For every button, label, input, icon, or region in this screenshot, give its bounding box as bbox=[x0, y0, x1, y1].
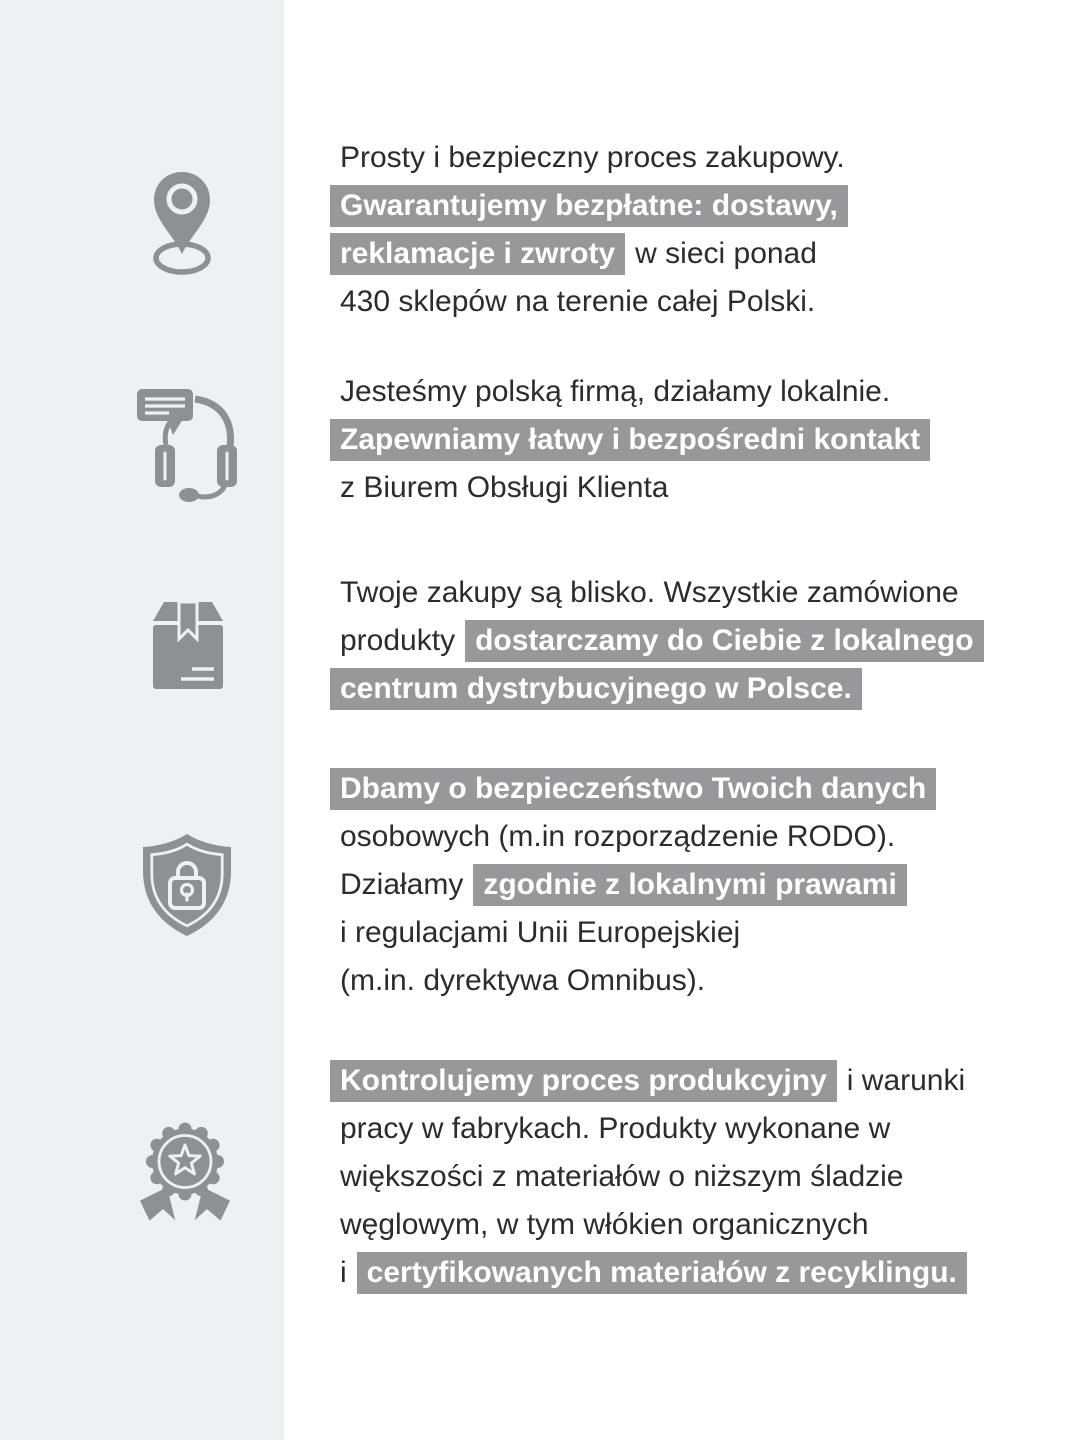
text-line bbox=[330, 416, 930, 464]
highlighted-text: centrum dystrybucyjnego w Polsce. bbox=[330, 668, 862, 710]
highlighted-text: reklamacje i zwroty bbox=[330, 233, 625, 275]
award-badge-icon bbox=[133, 1117, 241, 1235]
body-text: większości z materiałów o niższym śladzie bbox=[340, 1160, 904, 1193]
section-data-security bbox=[330, 765, 936, 1005]
package-box-icon bbox=[151, 599, 225, 691]
highlighted-text: Zapewniamy łatwy i bezpośredni kontakt bbox=[330, 419, 930, 461]
section-purchase-process bbox=[330, 134, 855, 326]
body-text: i bbox=[340, 1256, 347, 1289]
text-line bbox=[330, 1249, 975, 1297]
text-line bbox=[330, 617, 984, 665]
text-line bbox=[330, 765, 936, 813]
body-text: produkty bbox=[340, 624, 456, 657]
location-pin-icon bbox=[150, 170, 214, 276]
section-local-company-contact bbox=[330, 368, 930, 512]
body-text: Twoje zakupy są blisko. Wszystkie zamówione bbox=[340, 576, 959, 609]
text-line bbox=[330, 1201, 975, 1249]
highlighted-text: dostarczamy do Ciebie z lokalnego bbox=[465, 620, 983, 662]
text-line bbox=[330, 1153, 975, 1201]
body-text: Prosty i bezpieczny proces zakupowy. bbox=[340, 141, 845, 174]
body-text: osobowych (m.in rozporządzenie RODO). bbox=[340, 820, 896, 853]
highlighted-text: Gwarantujemy bezpłatne: dostawy, bbox=[330, 185, 848, 227]
text-line bbox=[330, 957, 936, 1005]
text-line bbox=[330, 464, 930, 512]
body-text: z Biurem Obsługi Klienta bbox=[340, 471, 669, 504]
body-text: pracy w fabrykach. Produkty wykonane w bbox=[340, 1112, 891, 1145]
section-local-distribution bbox=[330, 569, 984, 713]
highlighted-text: Kontrolujemy proces produkcyjny bbox=[330, 1060, 837, 1102]
body-text: Jesteśmy polską firmą, działamy lokalnie. bbox=[340, 375, 891, 408]
text-line bbox=[330, 665, 984, 713]
section-production-control bbox=[330, 1057, 975, 1297]
shield-lock-icon bbox=[139, 831, 235, 939]
body-text: (m.in. dyrektywa Omnibus). bbox=[340, 964, 706, 997]
text-line bbox=[330, 1057, 975, 1105]
body-text: i regulacjami Unii Europejskiej bbox=[340, 916, 741, 949]
text-line bbox=[330, 909, 936, 957]
highlighted-text: certyfikowanych materiałów z recyklingu. bbox=[357, 1252, 967, 1294]
text-line bbox=[330, 182, 855, 230]
text-line bbox=[330, 1105, 975, 1153]
body-text: w sieci ponad bbox=[635, 237, 817, 270]
text-line bbox=[330, 134, 855, 182]
text-line bbox=[330, 278, 855, 326]
highlighted-text: zgodnie z lokalnymi prawami bbox=[473, 864, 906, 906]
text-line bbox=[330, 569, 984, 617]
text-line bbox=[330, 861, 936, 909]
text-line bbox=[330, 813, 936, 861]
text-line bbox=[330, 368, 930, 416]
body-text: węglowym, w tym włókien organicznych bbox=[340, 1208, 869, 1241]
headset-chat-icon bbox=[135, 385, 239, 505]
text-line bbox=[330, 230, 855, 278]
body-text: 430 sklepów na terenie całej Polski. bbox=[340, 285, 816, 318]
body-text: Działamy bbox=[340, 868, 464, 901]
body-text: i warunki bbox=[846, 1064, 966, 1097]
highlighted-text: Dbamy o bezpieczeństwo Twoich danych bbox=[330, 768, 936, 810]
